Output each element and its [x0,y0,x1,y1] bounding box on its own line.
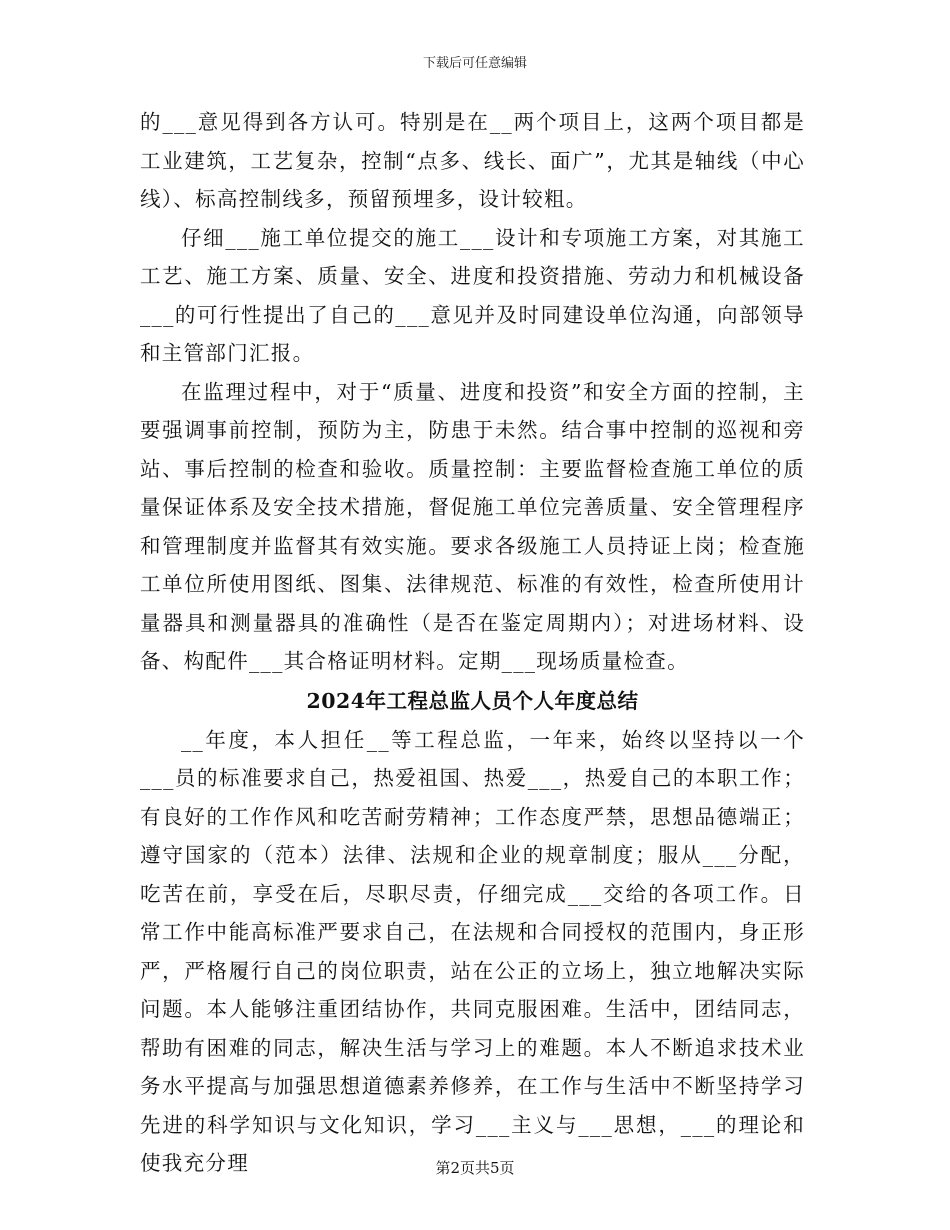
document-body [140,103,805,1183]
paragraph: __年度，本人担任__等工程总监，一年来，始终以坚持以一个___员的标准要求自己，热爱祖国、热爱___，热爱自己的本职工作；有良好的工作作风和吃苦耐劳精神；工作态度严禁，思想品德端正；遵守国家的（范本）法律、法规和企业的规章制度；服从___分配，吃苦在前，享受在后，尽职尽责，仔细完成___交给的各项工作。日常工作中能高标准严要求自己，在法规和合同授权的范围内，身正形严，严格履行自己的岗位职责，站在公正的立场上，独立地解决实际问题。本人能够注重团结协作，共同克服困难。生活中，团结同志，帮助有困难的同志，解决生活与学习上的难题。本人不断追求技术业务水平提高与加强思想道德素养修养，在工作与生活中不断坚持学习先进的科学知识与文化知识，学习___主义与___思想，___的理论和使我充分理 [140,727,805,1175]
section-title: 2024年工程总监人员个人年度总结 [306,688,639,713]
paragraph: 的___意见得到各方认可。特别是在__两个项目上，这两个项目都是工业建筑，工艺复杂，控制“点多、线长、面广”，尤其是轴线（中心线）、标高控制线多，预留预埋多，设计较粗。 [140,110,805,211]
page-header: 下载后可任意编辑 [422,56,527,71]
paragraph: 仔细___施工单位提交的施工___设计和专项施工方案，对其施工工艺、施工方案、质量、安全、进度和投资措施、劳动力和机械设备___的可行性提出了自己的___意见并及时同建设单位沟通，向部领导和主管部门汇报。 [140,225,805,365]
paragraph: 在监理过程中，对于“质量、进度和投资”和安全方面的控制，主要强调事前控制，预防为主，防患于未然。结合事中控制的巡视和旁站、事后控制的检查和验收。质量控制：主要监督检查施工单位的质量保证体系及安全技术措施，督促施工单位完善质量、安全管理程序和管理制度并监督其有效实施。要求各级施工人员持证上岗；检查施工单位所使用图纸、图集、法律规范、标准的有效性，检查所使用计量器具和测量器具的准确性（是否在鉴定周期内）；对进场材料、设备、构配件___其合格证明材料。定期___现场质量检查。 [140,379,805,673]
page-number: 第2页共5页 [435,1159,515,1177]
